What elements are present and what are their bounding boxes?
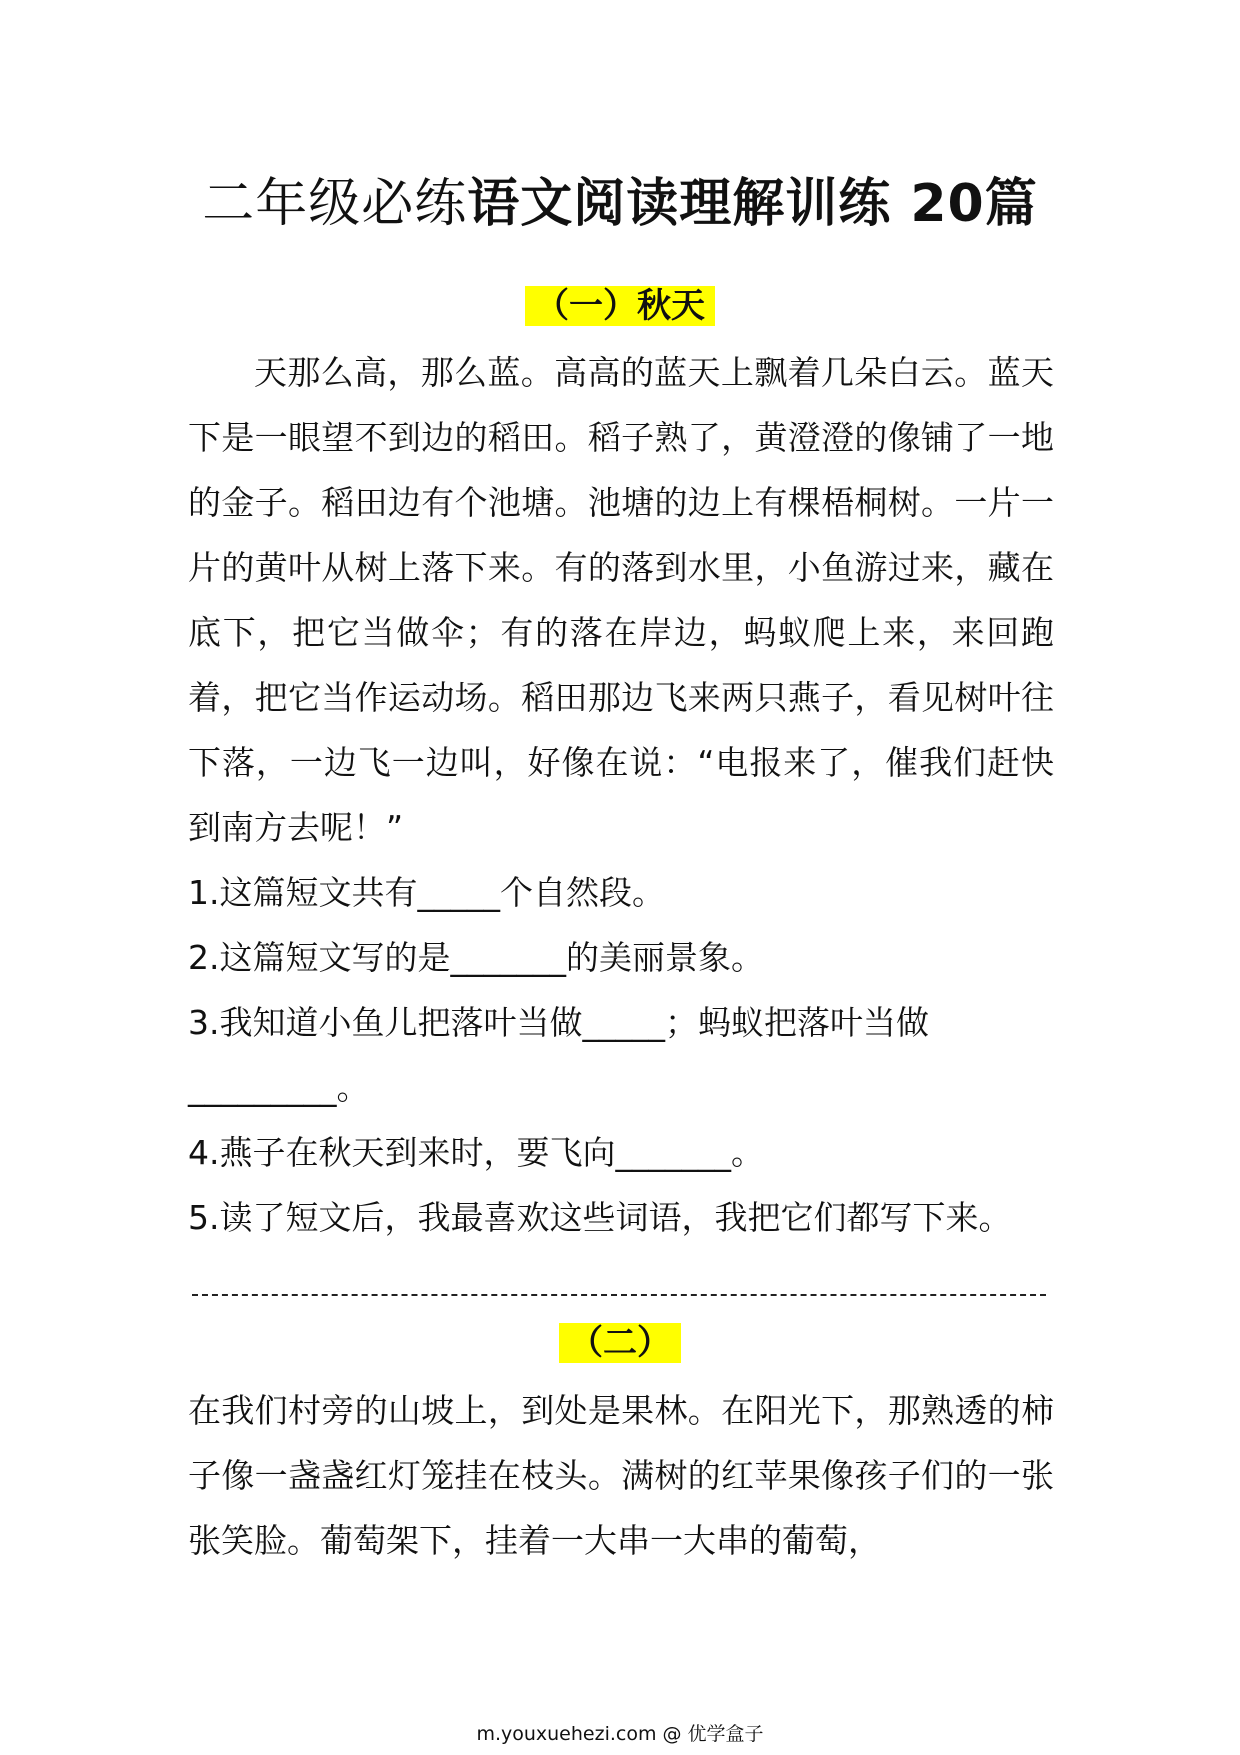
question-3: 3.我知道小鱼儿把落叶当做_____；蚂蚁把落叶当做 — [188, 1003, 929, 1042]
answer-line-divider — [192, 1294, 1046, 1296]
question-2: 2.这篇短文写的是_______的美丽景象。 — [188, 938, 764, 977]
passage-1: 天那么高，那么蓝。高高的蓝天上飘着几朵白云。蓝天下是一眼望不到边的稻田。稻子熟了，黄澄澄的像铺了一地的金子。稻田边有个池塘。池塘的边上有棵梧桐树。一片一片的黄叶从树上落下来。有的落到水里，小鱼游过来，藏在底下，把它当做伞；有的落在岸边，蚂蚁爬上来，来回跑着，把它当作运动场。稻田那边飞来两只燕子，看见树叶往下落，一边飞一边叫，好像在说：“电报来了，催我们赶快到南方去呢！” — [188, 353, 1054, 847]
section-heading-1-label: （一）秋天 — [525, 286, 715, 326]
question-1: 1.这篇短文共有_____个自然段。 — [188, 873, 665, 912]
section-heading-2-label: （二） — [559, 1323, 681, 1363]
section-heading-2 — [0, 1320, 1240, 1366]
document-title — [0, 172, 1240, 236]
question-3-continued: _________。 — [188, 1068, 370, 1107]
passage-2: 在我们村旁的山坡上，到处是果林。在阳光下，那熟透的柿子像一盏盏红灯笼挂在枝头。满树的红苹果像孩子们的一张张笑脸。葡萄架下，挂着一大串一大串的葡萄， — [188, 1391, 1054, 1560]
section-heading-1 — [0, 283, 1240, 329]
question-4: 4.燕子在秋天到来时，要飞向_______。 — [188, 1133, 764, 1172]
footer-watermark: m.youxuehezi.com @ 优学盒子 — [476, 1723, 764, 1745]
question-5: 5.读了短文后，我最喜欢这些词语，我把它们都写下来。 — [188, 1198, 1012, 1237]
document-title-prefix: 二年级必练 — [202, 174, 468, 234]
question-list — [188, 860, 1068, 1250]
document-title-main: 语文阅读理解训练 20篇 — [467, 174, 1038, 234]
